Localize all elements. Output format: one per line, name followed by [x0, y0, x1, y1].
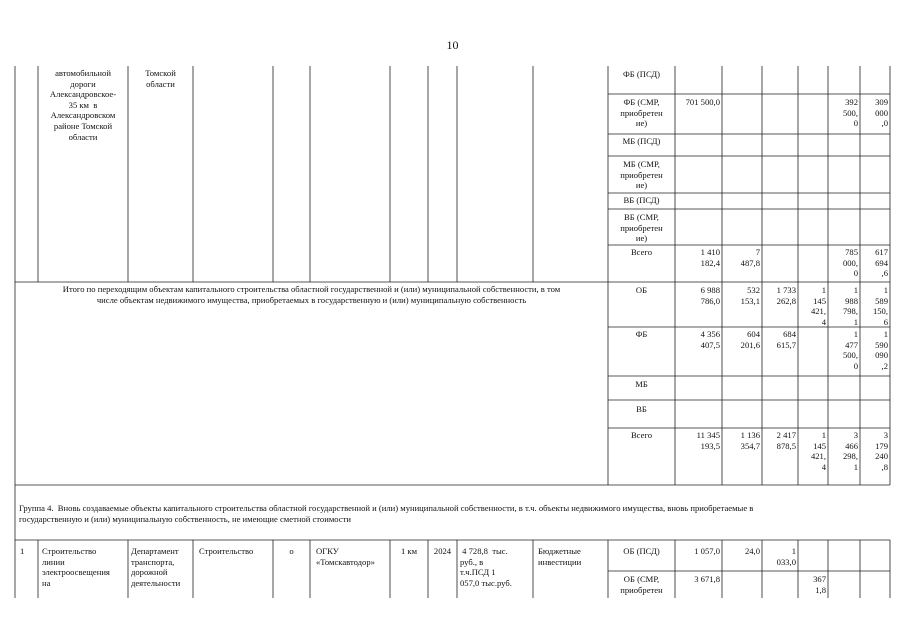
object-name-cell: Строительство линии электроосвещения на — [42, 546, 110, 588]
total-cell: 1 057,0 — [694, 546, 720, 556]
row-number: 1 — [20, 546, 25, 556]
cost-cell: 4 728,8 тыс. руб., в т.ч.ПСД 1 057,0 тыс.руб. — [460, 546, 512, 588]
funding-source-cell: МБ (СМР, приобретен ие) — [620, 159, 663, 191]
year3-cell: 1 145 421, 4 — [810, 430, 826, 472]
funding-source-cell: Всего — [630, 430, 653, 440]
year3-cell: 367 1,8 — [813, 574, 826, 595]
group-heading: Группа 4. Вновь создаваемые объекты капитального строительства областной государственной и (или) муниципальной собственности, в т.ч. объекты недвижимого имущества, вновь приобретаемые в государственную и (или) муниципальную собственность, не имеющие сметной стоимости — [19, 503, 754, 524]
year4-cell: 1 988 798, 1 — [842, 285, 858, 327]
year5-cell: 1 590 090 ,2 — [875, 329, 888, 371]
year5-cell: 1 589 150, 6 — [872, 285, 888, 327]
funding-source-cell: Всего — [630, 247, 653, 257]
year4-cell: 392 500, 0 — [842, 97, 858, 129]
funding-source-cell: ОБ — [635, 285, 648, 295]
year4-cell: 785 000, 0 — [842, 247, 858, 279]
funding-source-cell: ВБ — [636, 404, 647, 414]
total-cell: 11 345 193,5 — [696, 430, 720, 451]
funding-source-cell: МБ — [635, 379, 648, 389]
flag-cell: о — [289, 546, 294, 556]
year1-cell: 1 136 354,7 — [740, 430, 760, 451]
year3-cell: 1 145 421, 4 — [810, 285, 826, 327]
object-customer-cell: Департамент транспорта, дорожной деятельности — [131, 546, 181, 588]
year4-cell: 3 466 298, 1 — [842, 430, 858, 472]
funding-source-cell: ФБ (ПСД) — [623, 69, 660, 79]
total-cell: 1 410 182,4 — [700, 247, 720, 268]
year2-cell: 2 417 878,5 — [776, 430, 796, 451]
works-type-cell: Строительство — [199, 546, 254, 556]
year1-cell: 7 487,8 — [740, 247, 760, 268]
page-number: 10 — [446, 38, 459, 52]
year5-cell: 617 694 ,6 — [875, 247, 888, 279]
developer-cell: ОГКУ «Томскавтодор» — [316, 546, 375, 567]
total-cell: 3 671,8 — [694, 574, 720, 584]
funding-source-cell: ОБ (СМР, приобретен — [620, 574, 663, 595]
funding-source-cell: ФБ (СМР, приобретен ие) — [620, 97, 663, 129]
year2-cell: 684 615,7 — [776, 329, 796, 350]
object-name-cell: автомобильной дороги Александровское- 35 км в Александровском районе Томской области — [49, 68, 117, 142]
year1-cell: 24,0 — [744, 546, 760, 556]
total-cell: 701 500,0 — [685, 97, 720, 107]
year2-cell: 1 733 262,8 — [776, 285, 796, 306]
year4-cell: 1 477 500, 0 — [842, 329, 858, 371]
funding-source-cell: ОБ (ПСД) — [623, 546, 660, 556]
year1-cell: 604 201,6 — [740, 329, 760, 350]
total-cell: 4 356 407,5 — [700, 329, 720, 350]
year5-cell: 3 179 240 ,8 — [875, 430, 888, 472]
summary-label: Итого по переходящим объектам капитального строительства областной государственной и (или) муниципальной собственности, в том числе объектам недвижимого имущества, приобретаемых в государственную и (или) муниципальную собственность — [62, 284, 561, 305]
form-cell: Бюджетные инвестиции — [538, 546, 582, 567]
capacity-cell: 1 км — [400, 546, 418, 556]
object-customer-cell: Томской области — [145, 68, 176, 89]
year5-cell: 309 000 ,0 — [875, 97, 888, 129]
funding-source-cell: ВБ (СМР, приобретен ие) — [620, 212, 663, 244]
funding-source-cell: ВБ (ПСД) — [623, 195, 660, 205]
total-cell: 6 988 786,0 — [700, 285, 720, 306]
funding-source-cell: ФБ — [635, 329, 648, 339]
year-cell: 2024 — [433, 546, 452, 556]
year2-cell: 1 033,0 — [776, 546, 796, 567]
year1-cell: 532 153,1 — [740, 285, 760, 306]
funding-source-cell: МБ (ПСД) — [622, 136, 661, 146]
